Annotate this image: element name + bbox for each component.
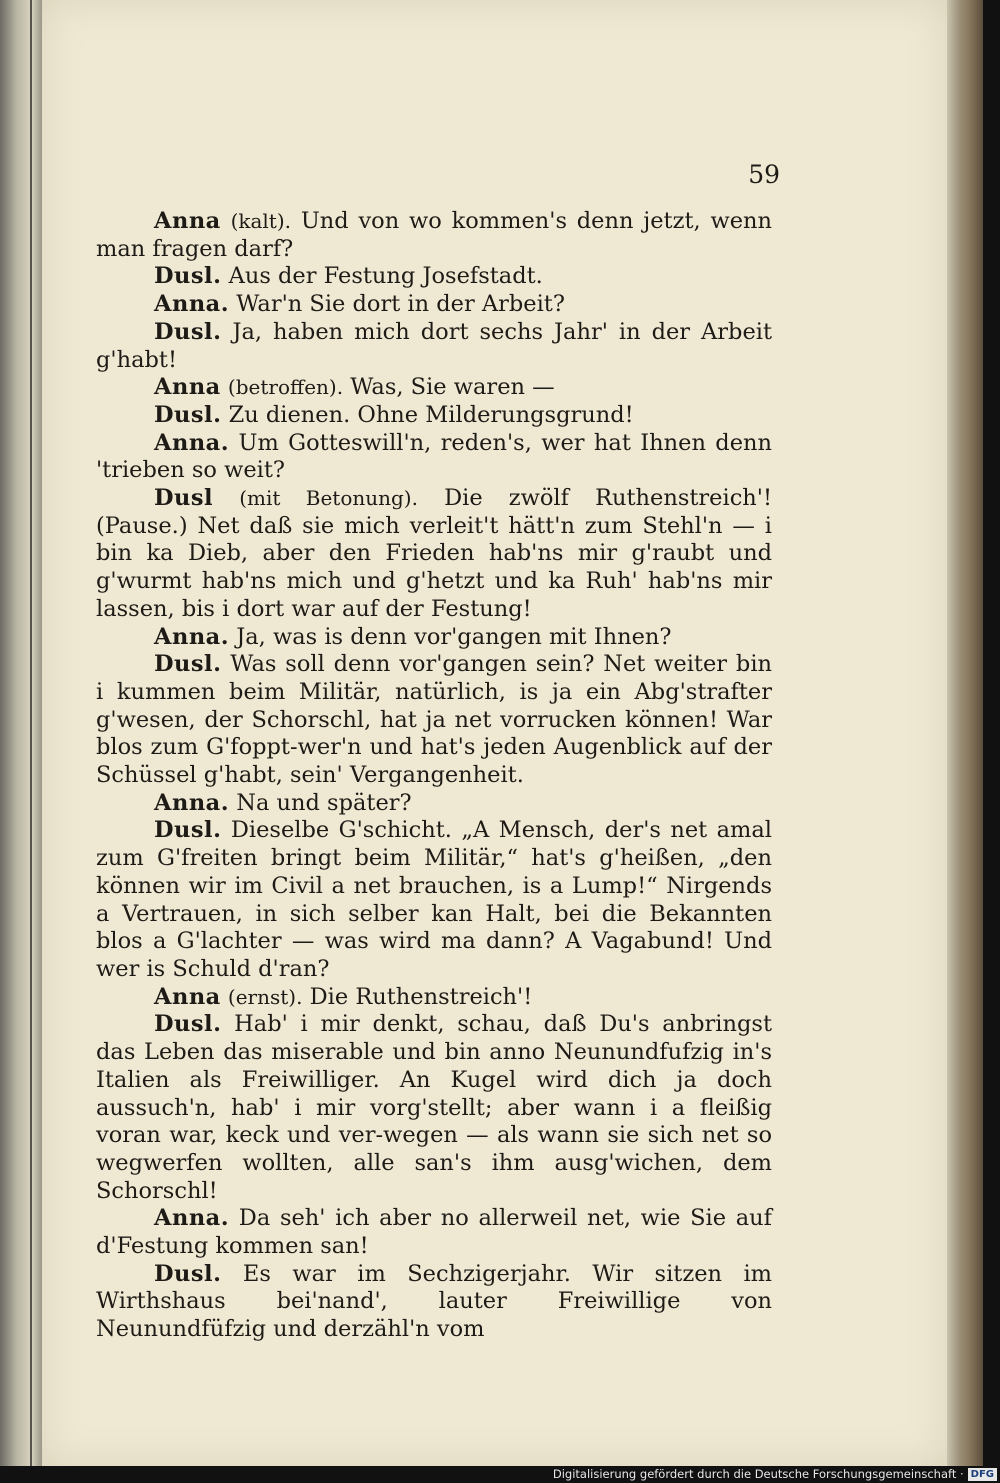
footer-credit: Digitalisierung gefördert durch die Deutsche Forschungsgemeinschaft · [552, 1467, 964, 1481]
dialogue-paragraph [96, 263, 772, 291]
previous-page-edge [0, 0, 42, 1483]
dialogue-text: Hab' i mir denkt, schau, daß Du's anbringst das Leben das miserable und bin anno Neunundfufzig in's Italien als Freiwilliger. An Kugel wird dich ja doch aussuch'n, hab' i mir vorg'stellt; aber wann i a fleißig voran war, keck und ver-wegen — als wann sie sich net so wegwerfen wollten, alle san's ihm ausg'wichen, dem Schorschl! [96, 1011, 772, 1204]
speaker-name: Dusl. [154, 318, 222, 345]
dialogue-paragraph [96, 1261, 772, 1344]
dialogue-text: Ja, was is denn vor'gangen mit Ihnen? [236, 623, 672, 650]
dialogue-paragraph [96, 1011, 772, 1205]
stage-direction: (mit Betonung). [239, 486, 418, 511]
dialogue-paragraph [96, 817, 772, 983]
dialogue-paragraph [96, 984, 772, 1012]
dialogue-text: Die Ruthenstreich'! [309, 983, 533, 1010]
scan-background [983, 0, 1000, 1483]
dialogue-text: Es war im Sechzigerjahr. Wir sitzen im Wirthshaus bei'nand', lauter Freiwillige von Neunundfüfzig und derzähl'n vom [96, 1260, 773, 1343]
page-text [96, 208, 772, 1344]
dialogue-text: Ja, haben mich dort sechs Jahr' in der Arbeit g'habt! [96, 318, 773, 373]
dialogue-text: Aus der Festung Josefstadt. [228, 263, 543, 290]
dialogue-paragraph [96, 430, 772, 485]
dialogue-paragraph [96, 790, 772, 818]
dialogue-paragraph [96, 374, 772, 402]
speaker-name: Dusl. [154, 263, 222, 290]
speaker-name: Dusl. [154, 1260, 222, 1287]
page-number: 59 [748, 160, 780, 189]
stage-direction: (ernst). [227, 984, 303, 1009]
stage-direction: (betroffen). [227, 375, 344, 400]
speaker-name: Anna. [154, 623, 230, 650]
dialogue-paragraph [96, 291, 772, 319]
stage-direction: (kalt). [230, 209, 292, 233]
dialogue-paragraph [96, 485, 772, 624]
speaker-name: Anna [154, 983, 221, 1010]
dialogue-text: Um Gotteswill'n, reden's, wer hat Ihnen denn 'trieben so weit? [96, 429, 773, 484]
footer-bar [0, 1466, 1000, 1483]
speaker-name: Anna [154, 374, 221, 401]
speaker-name: Anna. [154, 789, 230, 816]
speaker-name: Anna. [154, 291, 230, 318]
dfg-logo: DFG [968, 1468, 997, 1481]
speaker-name: Dusl. [154, 401, 222, 428]
speaker-name: Dusl [154, 485, 214, 512]
speaker-name: Anna. [154, 1205, 230, 1232]
page-stack-edge [947, 0, 983, 1466]
speaker-name: Dusl. [154, 817, 222, 844]
dialogue-text: Dieselbe G'schicht. „A Mensch, der's net amal zum G'freiten bringt beim Militär,“ hat's g'heißen, „den können wir im Civil a net brauchen, is a Lump!“ Nirgends a Vertrauen, in sich selber kan Halt, bei die Bekannten blos a G'lachter — was wird ma dann? A Vagabund! Und wer is Schuld d'ran? [96, 817, 772, 982]
dialogue-text: Was soll denn vor'gangen sein? Net weiter bin i kummen beim Militär, natürlich, is ja ein Abg'strafter g'wesen, der Schorschl, hat ja net vorrucken können! War blos zum G'foppt-wer'n und hat's jeden Augenblick auf der Schüssel g'habt, sein' Vergangenheit. [96, 651, 773, 789]
dialogue-text: Und von wo kommen's denn jetzt, wenn man fragen darf? [96, 208, 772, 262]
dialogue-text: Die zwölf Ruthenstreich'! (Pause.) Net daß sie mich verleit't hätt'n zum Stehl'n — i bin ka Dieb, aber den Frieden hab'ns mir g'raubt und g'wurmt hab'ns mich und g'hetzt und ka Ruh' hab'ns mir lassen, bis i dort war auf der Festung! [96, 485, 773, 622]
speaker-name: Dusl. [154, 651, 222, 678]
speaker-name: Anna [154, 208, 221, 234]
dialogue-paragraph [96, 651, 772, 790]
dialogue-text: Zu dienen. Ohne Milderungsgrund! [228, 401, 634, 428]
dialogue-text: Da seh' ich aber no allerweil net, wie Sie auf d'Festung kommen san! [96, 1205, 772, 1260]
dialogue-paragraph [96, 319, 772, 374]
dialogue-text: Na und später? [236, 789, 412, 816]
dialogue-paragraph [96, 624, 772, 652]
speaker-name: Anna. [154, 429, 230, 456]
dialogue-paragraph [96, 402, 772, 430]
dialogue-paragraph [96, 208, 772, 263]
dialogue-text: Was, Sie waren — [350, 374, 555, 401]
dialogue-text: War'n Sie dort in der Arbeit? [236, 291, 565, 318]
dialogue-paragraph [96, 1205, 772, 1260]
speaker-name: Dusl. [154, 1011, 222, 1038]
